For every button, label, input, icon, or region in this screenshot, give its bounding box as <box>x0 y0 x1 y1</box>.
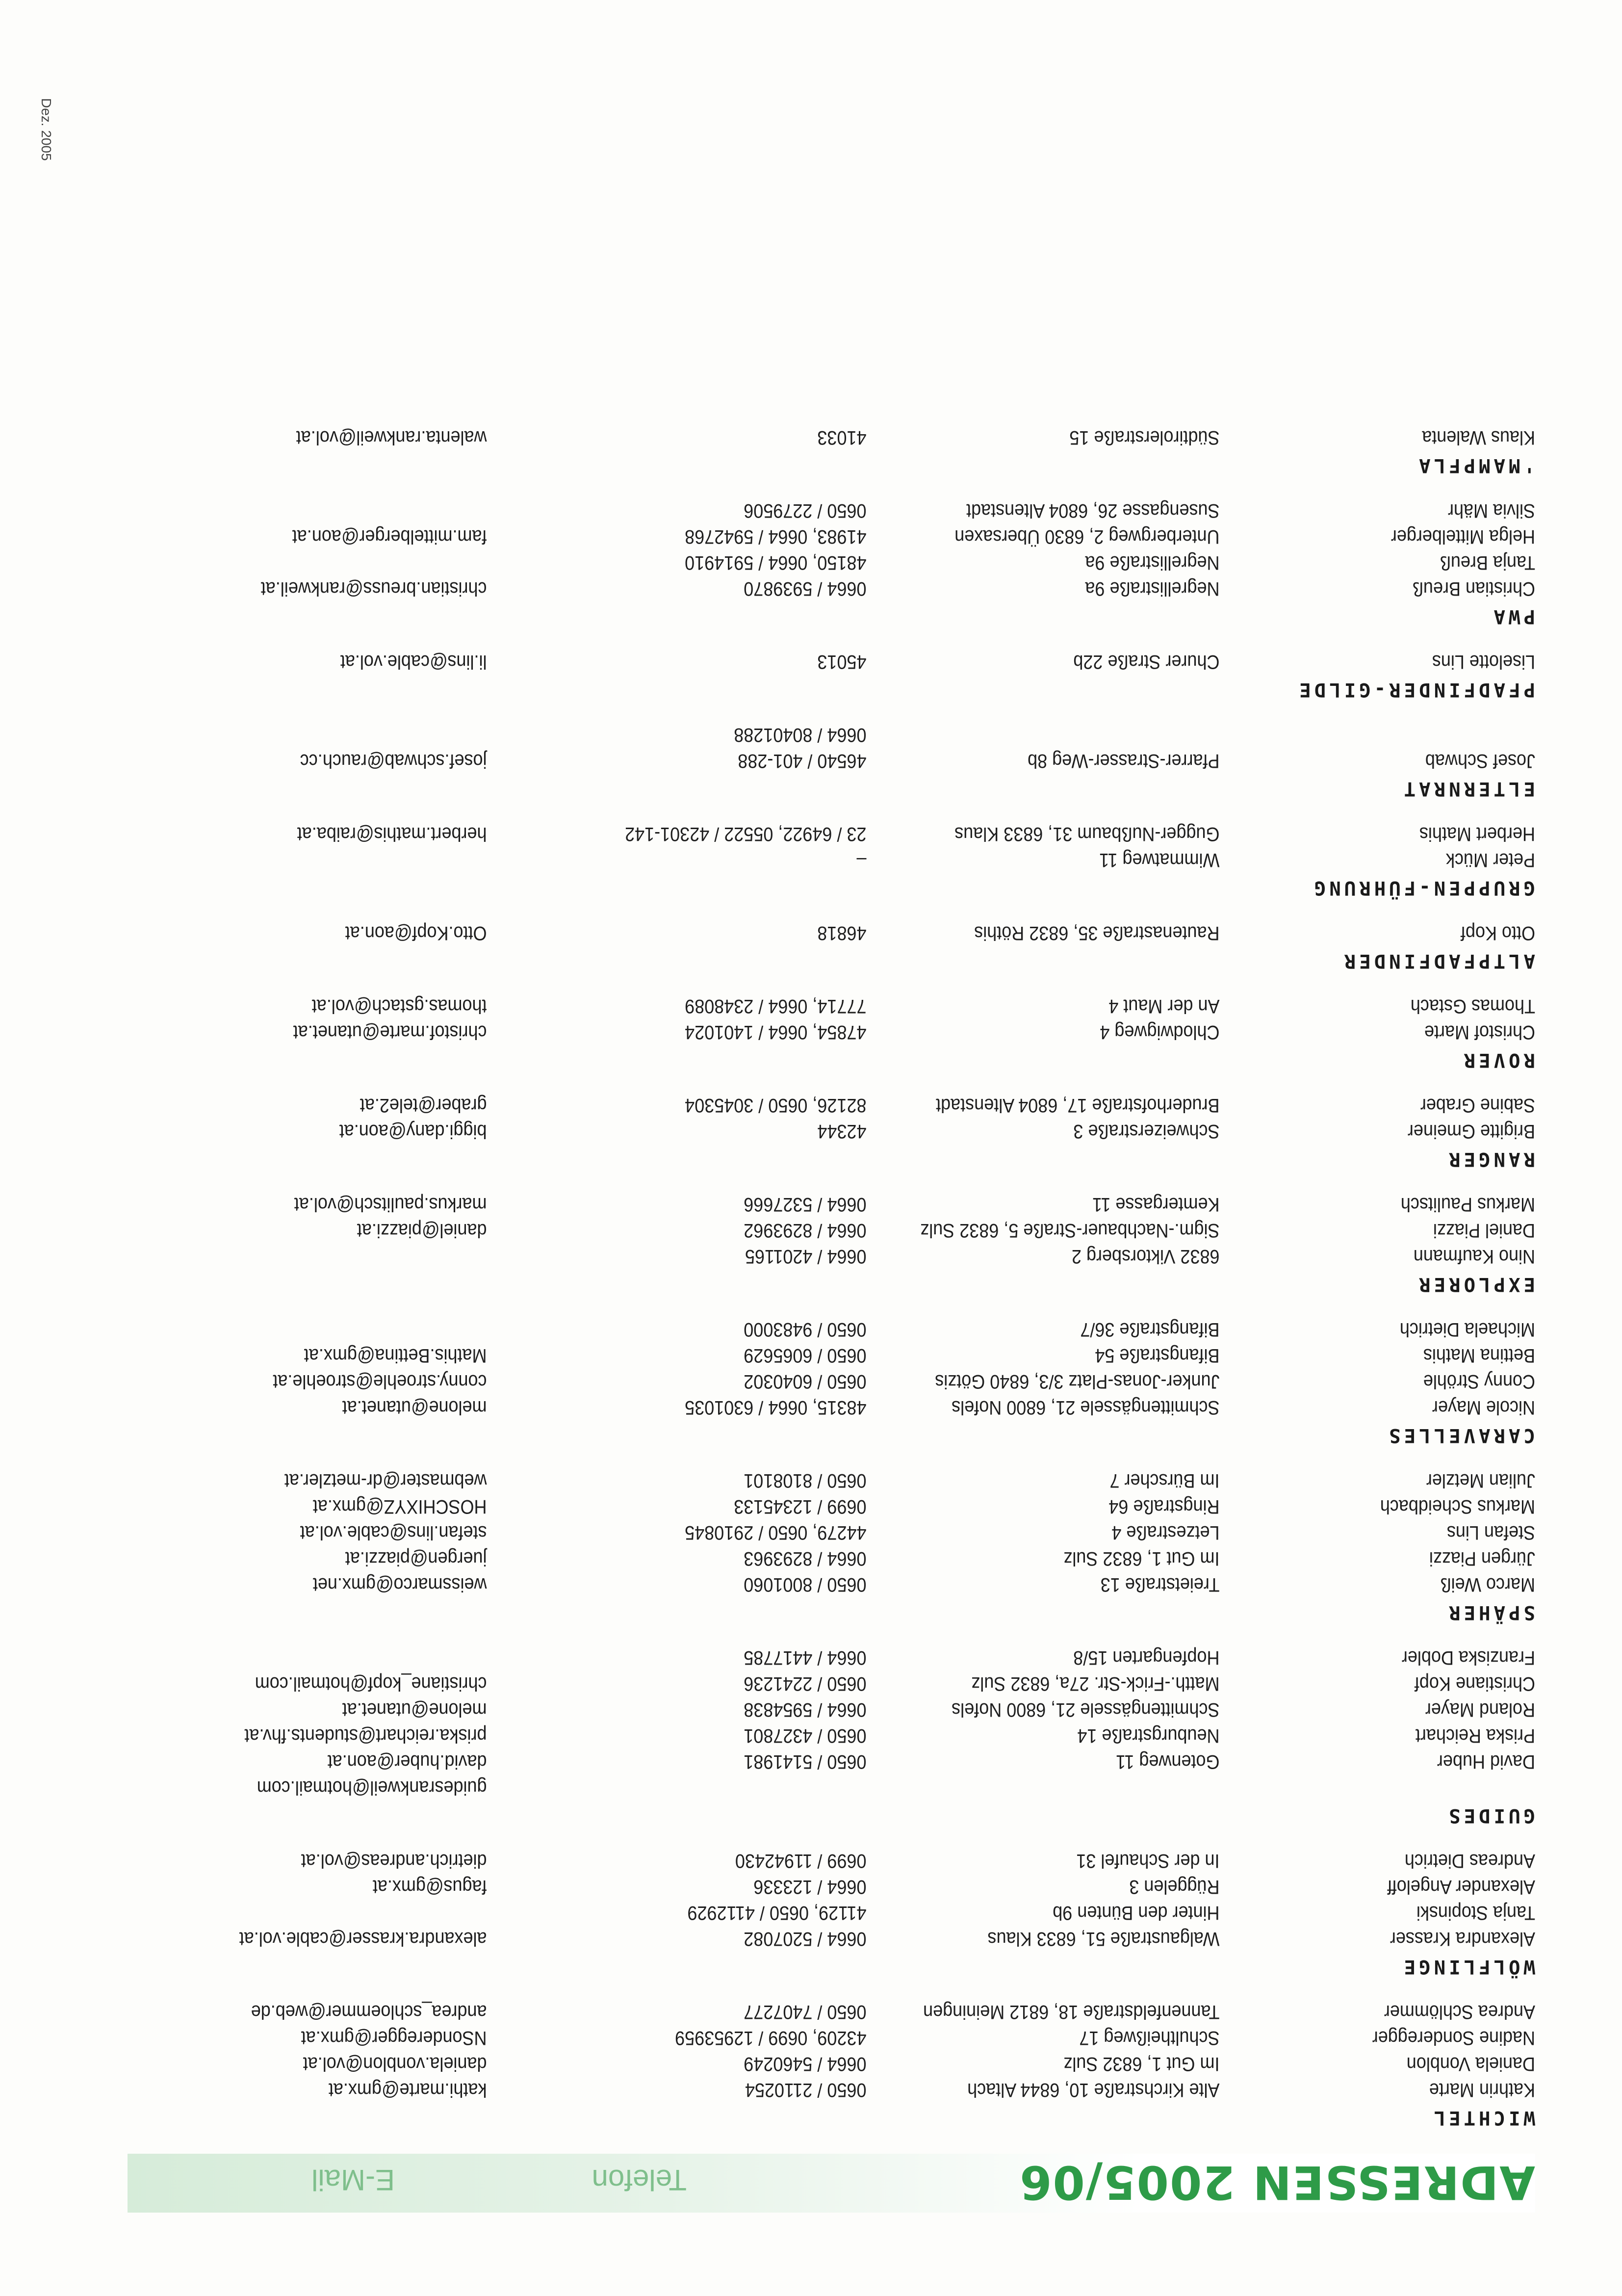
section-elternrat <box>128 722 1535 803</box>
contact-name: Sabine Graber <box>1420 1095 1535 1116</box>
section-wichtel <box>128 1999 1535 2132</box>
contact-address: Schmittengässele 21, 6800 Nofels <box>952 1397 1220 1418</box>
contact-row <box>129 1696 1535 1722</box>
contact-name: Michaela Dietrich <box>1399 1319 1535 1340</box>
contact-row <box>129 1316 1535 1342</box>
contact-address: Unterbergweg 2, 6830 Übersaxen <box>954 526 1220 548</box>
contact-address: Hinter den Bünten 9b <box>1053 1902 1220 1924</box>
contact-row <box>129 1848 1535 1874</box>
contact-row <box>129 1900 1535 1926</box>
contact-name: Alexander Angeloff <box>1387 1876 1535 1898</box>
contact-phone: 48150, 0664 / 5914910 <box>685 552 867 574</box>
contact-phone: 41033 <box>817 427 867 448</box>
contact-address <box>867 722 1220 748</box>
contact-address: Bifangstraße 36/7 <box>1080 1319 1220 1340</box>
contact-email: Mathis.Bettina@gmx.at <box>304 1345 487 1366</box>
contact-phone: 48315, 0664 / 6301035 <box>685 1397 867 1418</box>
section-mampfla <box>128 424 1535 480</box>
contact-address: Junker-Jonas-Platz 3/3, 6840 Götzis <box>935 1371 1220 1392</box>
contact-address: An der Maut 4 <box>1108 995 1220 1017</box>
section-title: SPÄHER <box>1445 1601 1535 1623</box>
section-title: WICHTEL <box>1430 2107 1535 2129</box>
contact-address: Treietstraße 13 <box>1100 1574 1220 1595</box>
contact-phone: – <box>856 849 867 871</box>
contact-row <box>129 1926 1535 1952</box>
contact-address: Rautenastraße 35, 6832 Röthis <box>974 922 1220 944</box>
contact-email: li.lins@cable.vol.at <box>340 651 487 673</box>
section-title: GUIDES <box>1445 1804 1535 1826</box>
address-list <box>128 78 1535 2213</box>
contact-phone <box>487 1774 867 1800</box>
contact-name: Markus Scheidbach <box>1380 1496 1535 1517</box>
contact-address: Schweizerstraße 3 <box>1073 1121 1220 1142</box>
contact-row <box>129 1545 1535 1571</box>
contact-name: Tanja Stopinski <box>1416 1902 1535 1924</box>
contact-email: walenta.rankweil@vol.at <box>296 427 487 448</box>
contact-name: Nicole Mayer <box>1432 1397 1535 1418</box>
contact-phone: 0664 / 4417785 <box>744 1647 867 1669</box>
contact-row <box>129 1493 1535 1519</box>
contact-phone: 0664 / 80401288 <box>734 724 867 746</box>
contact-name: Jürgen Piazzi <box>1429 1548 1535 1569</box>
contact-name: Alexandra Krasser <box>1390 1928 1535 1950</box>
section-pfadfinder-gilde <box>128 649 1535 704</box>
contact-address: Bifangstraße 54 <box>1095 1345 1220 1366</box>
contact-phone: 0650 / 7407277 <box>744 2001 867 2023</box>
contact-row <box>129 2077 1535 2103</box>
contact-row <box>129 1644 1535 1670</box>
contact-email: christian.breuss@rankweil.at <box>260 578 487 600</box>
contact-address: Kemtergasse 11 <box>1092 1194 1220 1215</box>
contact-name: Bettina Mathis <box>1423 1345 1535 1366</box>
contact-email: priska.reichart@students.fhv.at <box>244 1725 487 1747</box>
contact-address: Ringstraße 64 <box>1108 1496 1220 1517</box>
contact-name: Silvia Mähr <box>1447 500 1535 522</box>
contact-email: fagus@gmx.at <box>372 1876 487 1898</box>
contact-phone: 0664 / 5939870 <box>744 578 867 600</box>
contact-name: Thomas Gstach <box>1410 995 1535 1017</box>
contact-email: melone@utanet.at <box>342 1397 487 1418</box>
contact-phone: 45013 <box>817 651 867 673</box>
contact-row <box>129 1394 1535 1420</box>
contact-address: Walgaustraße 51, 6833 Klaus <box>987 1928 1220 1950</box>
contact-phone: 41983, 0664 / 5942768 <box>685 526 867 548</box>
section-wölflinge <box>128 1848 1535 1981</box>
contact-name: David Huber <box>1437 1751 1535 1773</box>
contact-row <box>129 497 1535 523</box>
contact-name: Roland Mayer <box>1425 1699 1535 1721</box>
contact-row <box>129 1748 1535 1774</box>
contact-email: webmaster@dr-metzler.at <box>284 1470 487 1491</box>
contact-address: Chlodwigweg 4 <box>1100 1021 1220 1043</box>
contact-row <box>129 575 1535 601</box>
contact-address: Wimmatweg 11 <box>1099 849 1220 871</box>
contact-phone: 23 / 64922, 05522 / 42301-142 <box>625 823 867 845</box>
contact-name: Priska Reichart <box>1415 1725 1535 1747</box>
contact-row <box>129 1999 1535 2025</box>
contact-email: alexandra.krasser@cable.vol.at <box>239 1928 487 1950</box>
contact-phone: 0650 / 6040302 <box>744 1371 867 1392</box>
contact-email: andrea_schloemmer@web.de <box>251 2001 487 2023</box>
contact-row <box>129 1670 1535 1696</box>
contact-name: Kathrin Marte <box>1429 2079 1535 2101</box>
contact-address: Pfarrer-Strasser-Weg 8b <box>1028 750 1220 772</box>
contact-row <box>129 1519 1535 1545</box>
contact-name: Nadine Sonderegger <box>1372 2027 1535 2049</box>
contact-address: Bruderhofstraße 17, 6804 Altenstadt <box>936 1095 1220 1116</box>
section-title: CARAVELLES <box>1386 1424 1535 1446</box>
contact-email: christiane_kopf@hotmail.com <box>255 1673 487 1695</box>
contact-phone: 44279, 0650 / 2910845 <box>685 1522 867 1543</box>
section-gruppen-führung <box>128 821 1535 902</box>
contact-address: Schultheißweg 17 <box>1079 2027 1220 2049</box>
contact-address: Alte Kirchstraße 10, 6844 Altach <box>967 2079 1220 2101</box>
contact-row <box>129 2025 1535 2051</box>
column-header-email: E-Mail <box>311 2164 395 2196</box>
contact-name: Tanja Breuß <box>1440 552 1535 574</box>
contact-row <box>129 1191 1535 1217</box>
contact-name: Andreas Dietrich <box>1404 1850 1535 1872</box>
section-pwa <box>128 497 1535 631</box>
contact-address: Negrellistraße 9a <box>1085 552 1220 574</box>
contact-email: stefan.lins@cable.vol.at <box>300 1522 487 1543</box>
contact-row <box>129 1118 1535 1144</box>
contact-phone: 0650 / 2241236 <box>744 1673 867 1695</box>
contact-phone: 82126, 0650 / 3045304 <box>685 1095 867 1116</box>
contact-phone: 0699 / 11942430 <box>735 1850 867 1872</box>
contact-address: Schmittengässele 21, 6800 Nofels <box>952 1699 1220 1721</box>
contact-row <box>129 1092 1535 1118</box>
contact-name: Nino Kaufmann <box>1413 1246 1535 1267</box>
contact-email: kathi.marte@gmx.at <box>328 2079 487 2101</box>
contact-name <box>1220 1774 1536 1800</box>
contact-row <box>129 722 1535 748</box>
contact-phone: 0664 / 4201165 <box>745 1246 867 1267</box>
contact-name: Herbert Mathis <box>1419 823 1535 845</box>
contact-email: herbert.mathis@raiba.at <box>297 823 487 845</box>
contact-name: Otto Kopf <box>1460 922 1535 944</box>
section-guides <box>128 1644 1535 1830</box>
column-header-telefon: Telefon <box>592 2164 687 2196</box>
section-title: ROVER <box>1460 1049 1535 1071</box>
contact-name: Helga Mittelberger <box>1390 526 1535 548</box>
section-caravelles <box>128 1316 1535 1450</box>
contact-email: thomas.gstach@vol.at <box>311 995 487 1017</box>
section-title: 'MAMPFLA <box>1416 454 1535 476</box>
contact-address: In der Schaufel 31 <box>1076 1850 1220 1872</box>
contact-row <box>129 1467 1535 1493</box>
contact-email: david.huber@aon.at <box>327 1751 487 1773</box>
contact-address: Negrellistraße 9a <box>1085 578 1220 600</box>
contact-row <box>129 523 1535 549</box>
section-title: ALTPFADFINDER <box>1340 950 1535 972</box>
contact-address: Südtirolerstraße 15 <box>1069 427 1220 448</box>
contact-address: Sigm.-Nachbauer-Straße 5, 6832 Sulz <box>920 1220 1220 1241</box>
contact-row <box>129 424 1535 450</box>
contact-phone: 0650 / 8108101 <box>744 1470 867 1491</box>
contact-address: Gugger-Nußbaum 31, 6833 Klaus <box>954 823 1220 845</box>
contact-email: weissmarco@gmx.net <box>312 1574 487 1595</box>
contact-name: Josef Schwab <box>1425 750 1535 772</box>
section-title: ELTERNRAT <box>1400 778 1535 800</box>
contact-row <box>129 847 1535 873</box>
contact-address: Gotenweg 11 <box>1116 1751 1220 1773</box>
contact-address: Rüggelen 3 <box>1129 1876 1220 1898</box>
contact-address: Im Bürscher 7 <box>1109 1470 1220 1491</box>
contact-phone: 0650 / 8001060 <box>744 1574 867 1595</box>
contact-email: juergen@piazzi.at <box>345 1548 487 1569</box>
contact-address: Im Gut 1, 6832 Sulz <box>1063 1548 1220 1569</box>
contact-address: 6832 Viktorsberg 2 <box>1071 1246 1220 1267</box>
section-späher <box>128 1467 1535 1627</box>
contact-email: daniela.vonblon@vol.at <box>303 2053 487 2075</box>
contact-name: Marco Weiß <box>1440 1574 1535 1595</box>
contact-name: Christiane Kopf <box>1414 1673 1535 1695</box>
section-altpfadfinder <box>128 920 1535 975</box>
sections <box>128 424 1535 2154</box>
contact-email: christof.marte@utanet.at <box>293 1021 487 1043</box>
contact-phone: 42344 <box>817 1121 867 1142</box>
contact-email: josef.schwab@rauch.cc <box>300 750 487 772</box>
margin-note: Dez. 2005 <box>39 98 54 161</box>
contact-name: Peter Mück <box>1445 849 1535 871</box>
contact-phone: 0664 / 5207082 <box>744 1928 867 1950</box>
contact-address: Im Gut 1, 6832 Sulz <box>1063 2053 1220 2075</box>
contact-email: markus.paulitsch@vol.at <box>294 1194 487 1215</box>
section-title: GRUPPEN-FÜHRUNG <box>1311 877 1535 899</box>
section-title: WÖLFLINGE <box>1400 1956 1535 1978</box>
section-explorer <box>128 1191 1535 1299</box>
contact-phone: 0699 / 12345133 <box>734 1496 867 1517</box>
contact-name: Andrea Schlömmer <box>1384 2001 1535 2023</box>
contact-name: Stefan Lins <box>1446 1522 1535 1543</box>
section-title: EXPLORER <box>1416 1273 1535 1295</box>
contact-row <box>129 1774 1535 1800</box>
contact-row <box>129 1874 1535 1900</box>
contact-name: Brigitte Gmeiner <box>1407 1121 1535 1142</box>
contact-email: NSonderegger@gmx.at <box>301 2027 487 2049</box>
contact-address <box>867 1774 1220 1800</box>
contact-phone: 0664 / 5460249 <box>744 2053 867 2075</box>
contact-name: Daniel Piazzi <box>1433 1220 1535 1241</box>
contact-name: Julian Metzler <box>1426 1470 1535 1491</box>
contact-email: Otto.Kopf@aon.at <box>345 922 487 944</box>
contact-name: Franziska Dobler <box>1401 1647 1535 1669</box>
contact-phone: 0664 / 5327666 <box>744 1194 867 1215</box>
contact-name: Markus Paulitsch <box>1400 1194 1535 1215</box>
contact-phone: 0664 / 8293962 <box>744 1220 867 1241</box>
contact-email: daniel@piazzi.at <box>357 1220 487 1241</box>
contact-address: Matth.-Frick-Str. 27a, 6832 Sulz <box>971 1673 1220 1695</box>
contact-row <box>129 549 1535 575</box>
section-title: PFADFINDER-GILDE <box>1296 678 1535 701</box>
contact-row <box>129 821 1535 847</box>
contact-row <box>129 1571 1535 1597</box>
section-title: RANGER <box>1445 1148 1535 1170</box>
contact-email: fam.mittelberger@aon.at <box>292 526 487 548</box>
contact-row <box>129 1342 1535 1368</box>
header-bar <box>128 2154 1535 2213</box>
contact-row <box>129 2051 1535 2077</box>
contact-row <box>129 920 1535 946</box>
contact-row <box>129 993 1535 1019</box>
contact-phone: 0664 / 5954838 <box>744 1699 867 1721</box>
section-title: PWA <box>1490 605 1535 627</box>
contact-address: Hopfengarten 15/8 <box>1073 1647 1220 1669</box>
contact-phone: 0664 / 123336 <box>753 1876 867 1898</box>
contact-address: Neuburgstraße 14 <box>1077 1725 1220 1747</box>
contact-name: Conny Ströhle <box>1423 1371 1535 1392</box>
contact-phone: 46818 <box>817 922 867 944</box>
contact-name: Klaus Walenta <box>1422 427 1535 448</box>
contact-email: biggi.dany@aon.at <box>339 1121 487 1142</box>
contact-phone: 77714, 0664 / 2348089 <box>685 995 867 1017</box>
contact-phone: 0664 / 8293963 <box>744 1548 867 1569</box>
section-ranger <box>128 1092 1535 1174</box>
contact-address: Churer Straße 22b <box>1073 651 1220 673</box>
contact-phone: 41129, 0650 / 4112929 <box>687 1902 867 1924</box>
contact-phone: 46540 / 401-288 <box>738 750 867 772</box>
contact-name: Christof Marte <box>1424 1021 1535 1043</box>
contact-row <box>129 1368 1535 1394</box>
contact-address: Susengasse 26, 6804 Altenstadt <box>966 500 1220 522</box>
contact-row <box>129 1217 1535 1243</box>
contact-email: dietrich.andreas@vol.at <box>301 1850 487 1872</box>
contact-email: HOSCHIXYZ@gmx.at <box>312 1496 487 1517</box>
contact-email: conny.stroehle@stroehle.at <box>273 1371 487 1392</box>
contact-row <box>129 1243 1535 1269</box>
contact-email: guidesrankweil@hotmail.com <box>257 1777 487 1799</box>
contact-name: Daniela Vonblon <box>1406 2053 1535 2075</box>
contact-phone: 0650 / 6065629 <box>744 1345 867 1366</box>
contact-email: melone@utanet.at <box>342 1699 487 1721</box>
contact-phone: 0650 / 9483000 <box>744 1319 867 1340</box>
contact-row <box>129 1722 1535 1748</box>
contact-address: Letzestraße 4 <box>1111 1522 1220 1543</box>
section-rover <box>128 993 1535 1074</box>
contact-row <box>129 649 1535 675</box>
contact-phone: 43209, 0699 / 12953959 <box>675 2027 867 2049</box>
contact-name <box>1220 722 1536 748</box>
contact-phone: 0650 / 5141981 <box>744 1751 867 1773</box>
page-title: ADRESSEN 2005/06 <box>1019 2155 1535 2209</box>
contact-email: graber@tele2.at <box>360 1095 487 1116</box>
contact-phone: 0650 / 2279506 <box>744 500 867 522</box>
contact-row <box>129 1019 1535 1045</box>
contact-address: Tannenfeldstraße 18, 6812 Meiningen <box>923 2001 1220 2023</box>
contact-phone: 0650 / 2110254 <box>745 2079 867 2101</box>
contact-phone: 47854, 0664 / 1401024 <box>685 1021 867 1043</box>
contact-phone: 0650 / 4327801 <box>744 1725 867 1747</box>
contact-name: Liselotte Lins <box>1432 651 1535 673</box>
contact-name: Christian Breuß <box>1412 578 1535 600</box>
contact-row <box>129 748 1535 774</box>
